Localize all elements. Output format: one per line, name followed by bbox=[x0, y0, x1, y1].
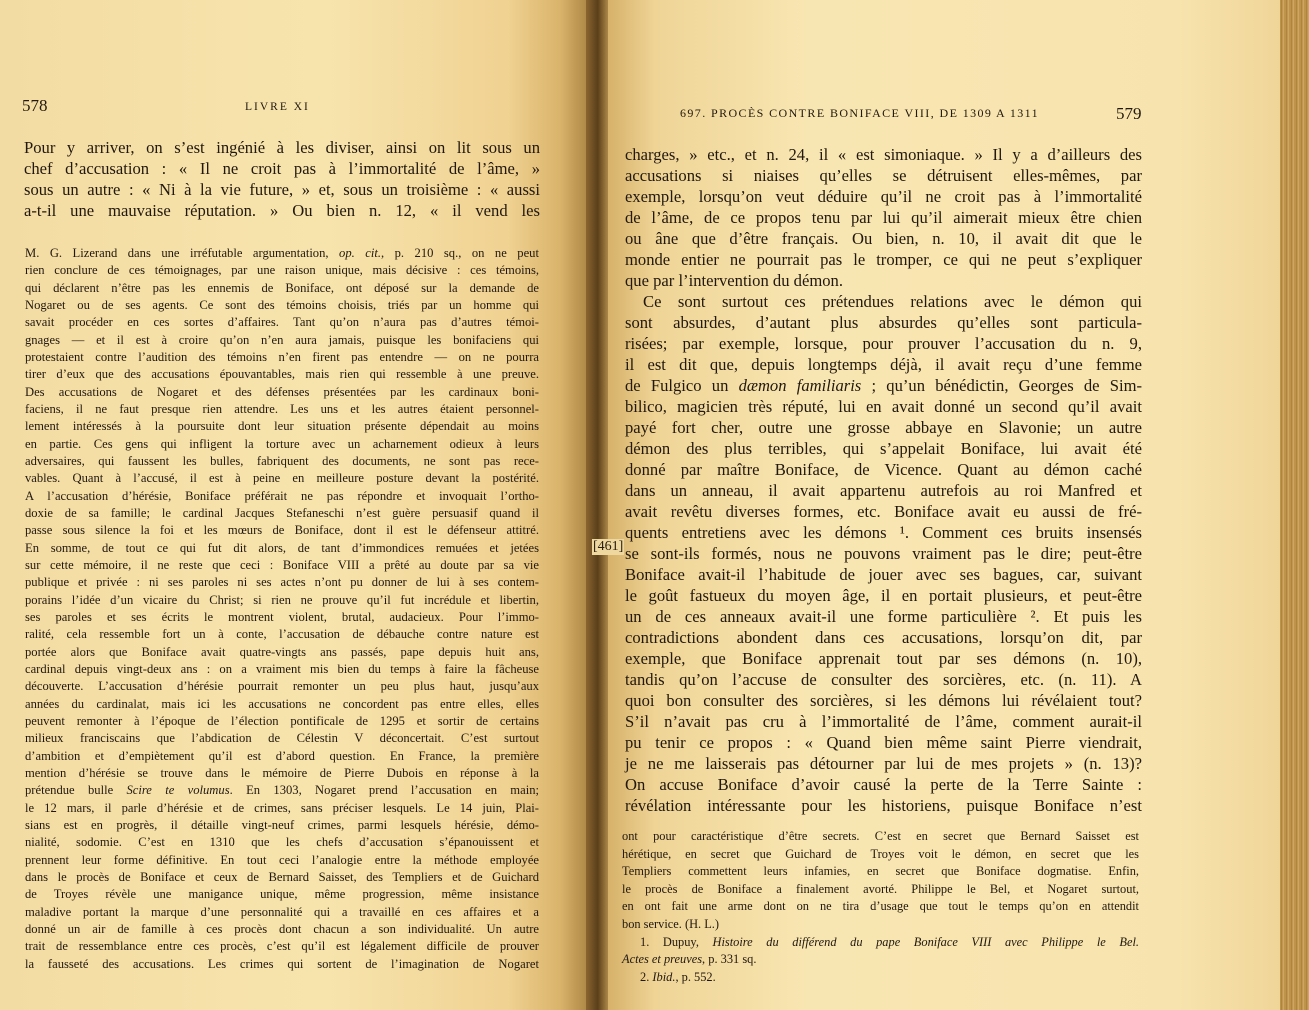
footnote-line: le procès de Boniface a finalement avorté. Philippe le Bel, et Nogaret surtout, bbox=[622, 881, 1139, 896]
main-text-line: que par l’intervention du démon. bbox=[625, 271, 843, 290]
footnote-line: dans le procès de Boniface et ceux de Bernard Saisset, des Templiers et de Guichard bbox=[25, 869, 539, 884]
footnote-line: Des accusations de Nogaret et des défenses présentées par les cardinaux boni- bbox=[25, 384, 539, 399]
footnote-line: cardinal depuis vingt-deux ans : on a vraiment mis bien du temps à faire la fâcheuse bbox=[25, 661, 539, 676]
footnote-line: prennent leur forme définitive. En tout ceci l’analogie entre la méthode employée bbox=[25, 852, 539, 867]
footnote-line: de Troyes révèle une manigance unique, même progression, même insistance bbox=[25, 887, 539, 902]
footnote-line: M. G. Lizerand dans une irréfutable argumentation, op. cit., p. 210 sq., on ne peut bbox=[25, 246, 539, 260]
footnote-line: passe sous silence la foi et les mœurs de Boniface, dont il est le défenseur attitré. bbox=[25, 523, 539, 538]
main-text-line: sont absurdes, d’autant plus absurdes qu’elles sont particula- bbox=[625, 313, 1142, 332]
footnote-line: protestaient contre l’audition des témoins n’en firent pas entendre — on ne pourra bbox=[25, 349, 539, 364]
footnote-line: En somme, de tout ce qui fut dit alors, de tant d’immondices remuées et jetées bbox=[25, 540, 539, 555]
main-text-line: charges, » etc., et n. 24, il « est simoniaque. » Il y a d’ailleurs des bbox=[625, 145, 1142, 164]
footnote-line: gnages — et il est à croire qu’on n’en aura jamais, puisque les bonifaciens qui bbox=[25, 332, 539, 347]
main-text-line: donné par maître Boniface, de Vicence. Quant au démon caché bbox=[625, 460, 1142, 479]
running-head-right: 697. PROCÈS CONTRE BONIFACE VIII, DE 1309 A 1311 bbox=[680, 106, 1039, 120]
footnote-line: maladive portant la marque d’une personnalité qui a travaillé en ces affaires et a bbox=[25, 904, 539, 919]
main-text-line: chef d’accusation : « Il ne croit pas à l’immortalité de l’âme, » bbox=[24, 159, 540, 178]
footnote-line: A l’accusation d’hérésie, Boniface préférait ne pas répondre et invoquait l’ortho- bbox=[25, 488, 539, 503]
footnote-line: découverte. L’accusation d’hérésie pourrait remonter un peu plus haut, jusqu’aux bbox=[25, 679, 539, 694]
footnote-line: portée alors que Boniface avait quatre-vingts ans passés, pape depuis huit ans, bbox=[25, 644, 539, 659]
footnote-line: donné un air de famille à ces procès dont chacun a son individualité. Un autre bbox=[25, 921, 539, 936]
footnote-line: faciens, il ne faut presque rien attendre. Les uns et les autres étaient personnel- bbox=[25, 401, 539, 416]
page-edges bbox=[1280, 0, 1309, 1010]
main-text-line: exemple, que Boniface apprenait tout par ses démons (n. 10), bbox=[625, 649, 1142, 668]
main-text-line: un de ces anneaux avait-il une forme particulière ². Et puis les bbox=[625, 607, 1142, 626]
footnote-line: 2. Ibid., p. 552. bbox=[640, 969, 716, 984]
left-page bbox=[0, 0, 590, 1010]
footnote-line: le 12 mars, il parle d’hérésie et de crimes, sans préciser lesquels. Le 14 juin, Plai- bbox=[25, 800, 539, 815]
footnote-line: publique et privée : ni ses paroles ni ses actes n’ont pu donner de lui à ses contem- bbox=[25, 575, 539, 590]
footnote-line: lement intéressés à la poursuite dont leur situation présente dépendait au moins bbox=[25, 419, 539, 434]
main-text-line: payé fort cher, outre une grosse abbaye en Slavonie; un autre bbox=[625, 418, 1142, 437]
footnote-line: années du cardinalat, mais ici les accusations ne concordent pas entre elles, elles bbox=[25, 696, 539, 711]
footnote-line: en ont fait une arme dont on ne tira d’usage que tout le temps qu’on en attendit bbox=[622, 899, 1139, 914]
running-head-left: LIVRE XI bbox=[245, 101, 310, 113]
main-text-line: a-t-il une mauvaise réputation. » Ou bien n. 12, « il vend les bbox=[24, 201, 540, 220]
footnote-line: Nogaret ou de ses agents. Ce sont des témoins choisis, triés par un homme qui bbox=[25, 297, 539, 312]
footnote-line: nialité, sodomie. C’est en 1310 que les chefs d’accusation s’épanouissent et bbox=[25, 835, 539, 850]
main-text-line: exemple, lorsqu’on veut déduire qu’il ne croit pas à l’immortalité bbox=[625, 187, 1142, 206]
main-text-line: Pour y arriver, on s’est ingénié à les diviser, ainsi on lit sous un bbox=[24, 138, 540, 157]
footnote-line: hérétique, en secret que Guichard de Troyes voit le démon, en secret que les bbox=[622, 846, 1139, 861]
footnote-line: trait de ressemblance entre ces procès, c’est qu’il est légalement difficile de prouver bbox=[25, 939, 539, 954]
right-page bbox=[608, 0, 1280, 1010]
footnote-line: Templiers commettent leurs infamies, en secret que Boniface dogmatise. Enfin, bbox=[622, 864, 1139, 879]
footnote-line: vables. Quant à l’accusé, il est à peine en meilleure posture devant la postérité. bbox=[25, 471, 539, 486]
main-text-line: se sont-ils formés, nous ne pouvons vraiment pas le dire; peut-être bbox=[625, 544, 1142, 563]
page-number-left: 578 bbox=[22, 96, 48, 115]
main-text-line: monde entier ne pourrait pas le tromper, ce qui ne peut s’expliquer bbox=[625, 250, 1142, 269]
footnote-line: en partie. Ces gens qui infligent la torture avec un acharnement odieux à leurs bbox=[25, 436, 539, 451]
footnote-line: la fausseté des accusations. Les crimes qui sortent de l’imagination de Nogaret bbox=[25, 956, 539, 971]
main-text-line: de l’âme, de ce propos tenu par lui qu’il aimerait mieux être chien bbox=[625, 208, 1142, 227]
margin-page-marker: [461] bbox=[593, 539, 624, 554]
main-text-line: il est dit que, depuis longtemps déjà, il avait reçu d’une femme bbox=[625, 355, 1142, 374]
main-text-line: bilico, magicien très réputé, lui en avait donné un second qu’il avait bbox=[625, 397, 1142, 416]
page-number-right: 579 bbox=[1116, 104, 1142, 123]
footnote-line: porains l’idée d’un vicaire du Christ; si rien ne prouve qu’il fut incrédule et libertin, bbox=[25, 592, 539, 607]
main-text-line: de Fulgico un dæmon familiaris ; qu’un bénédictin, Georges de Sim- bbox=[625, 376, 1143, 395]
footnote-line: ont pour caractéristique d’être secrets. C’est en secret que Bernard Saisset est bbox=[622, 829, 1139, 843]
footnote-line: savait procéder en ces sortes d’affaires. Tant qu’on n’aura pas d’autres témoi- bbox=[25, 315, 539, 330]
main-text-line: pu tenir ce propos : « Quand bien même saint Pierre viendrait, bbox=[625, 733, 1142, 752]
main-text-line: révélation intéressante pour les historiens, puisque Boniface n’est bbox=[625, 796, 1142, 815]
main-text-line: risées; par exemple, lorsque, pour prouver l’accusation du n. 9, bbox=[625, 334, 1142, 353]
main-text-line: démon des plus terribles, qui s’appelait Boniface, lui avait été bbox=[625, 439, 1142, 458]
main-text-line: tandis qu’on l’accuse de consulter des sorcières, etc. (n. 11). A bbox=[625, 670, 1142, 689]
main-text-line: sous un autre : « Ni à la vie future, » et, sous un troisième : « aussi bbox=[24, 180, 540, 199]
main-text-line: quoi bon consulter des sorcières, si les démons lui révélaient tout? bbox=[625, 691, 1142, 710]
main-text-line: le goût fastueux du moyen âge, il en portait plusieurs, et peut-être bbox=[625, 586, 1142, 605]
main-text-line: je ne me laisserais pas détourner par lui de mes projets » (n. 13)? bbox=[625, 754, 1142, 773]
footnote-line: sians est en progrès, il détaille vingt-neuf crimes, parmi lesquels hérésie, démo- bbox=[25, 817, 539, 832]
main-text-line: On accuse Boniface d’avoir causé la perte de la Terre Sainte : bbox=[625, 775, 1142, 794]
footnote-line: d’ambition et d’empiètement qu’il est d’abord question. En France, la première bbox=[25, 748, 539, 763]
main-text-line: quents entretiens avec les démons ¹. Comment ces bruits insensés bbox=[625, 523, 1142, 542]
main-text-line: dans un anneau, il avait appartenu autrefois au roi Manfred et bbox=[625, 481, 1142, 500]
footnote-line: 1. Dupuy, Histoire du différend du pape Boniface VIII avec Philippe le Bel. bbox=[640, 934, 1139, 949]
footnote-line: mention d’hérésie se trouve dans le mémoire de Pierre Dubois en réponse à la bbox=[25, 765, 539, 780]
main-text-line: contradictions abondent dans ces accusations, lorsqu’on dit, par bbox=[625, 628, 1142, 647]
main-text-line: ou âne que d’être français. Ou bien, n. 10, il avait dit que le bbox=[625, 229, 1142, 248]
footnote-line: tirer d’eux que des accusations épouvantables, mais rien qui ressemble à une preuve. bbox=[25, 367, 539, 382]
footnote-line: Actes et preuves, p. 331 sq. bbox=[622, 952, 757, 967]
footnote-line: ralité, cela ressemble fort un à conte, l’accusation de débauche contre nature est bbox=[25, 627, 539, 642]
main-text-line: Boniface avait-il l’habitude de jouer avec ses bagues, car, suivant bbox=[625, 565, 1142, 584]
footnote-line: rien conclure de ces témoignages, par une raison unique, mais décisive : ces témoins, bbox=[25, 263, 539, 278]
footnote-line: qui déclarent n’être pas les ennemis de Boniface, ont déposé sur la demande de bbox=[25, 280, 539, 295]
footnote-line: sur cette mémoire, il ne reste que ceci : Boniface VIII a prêté au doute par sa vie bbox=[25, 557, 539, 572]
footnote-line: doxie de sa famille; le cardinal Jacques Stefaneschi n’est guère persuasif quand il bbox=[25, 505, 539, 520]
footnote-line: prétendue bulle Scire te volumus. En 1303, Nogaret prend l’accusation en main; bbox=[25, 783, 539, 798]
footnote-line: ses paroles et ses écrits le montrent violent, brutal, audacieux. Pour l’immo- bbox=[25, 609, 539, 624]
footnote-line: peuvent remonter à l’époque de l’élection pontificale de 1295 et sortir de certains bbox=[25, 713, 539, 728]
main-text-line: avait revêtu diverses formes, etc. Boniface avait eu aussi de fré- bbox=[625, 502, 1142, 521]
main-text-line: Ce sont surtout ces prétendues relations avec le démon qui bbox=[643, 292, 1142, 311]
main-text-line: accusations si niaises qu’elles se détruisent elles-mêmes, par bbox=[625, 166, 1142, 185]
footnote-line: milieux franciscains que l’abdication de Célestin V déconcertait. C’est surtout bbox=[25, 731, 539, 746]
footnote-line: adversaires, qui faussent les bulles, fabriquent des documents, ne sont pas rece- bbox=[25, 453, 539, 468]
footnote-line: bon service. (H. L.) bbox=[622, 917, 720, 931]
main-text-line: S’il n’avait pas cru à l’immortalité de l’âme, comment aurait-il bbox=[625, 712, 1142, 731]
